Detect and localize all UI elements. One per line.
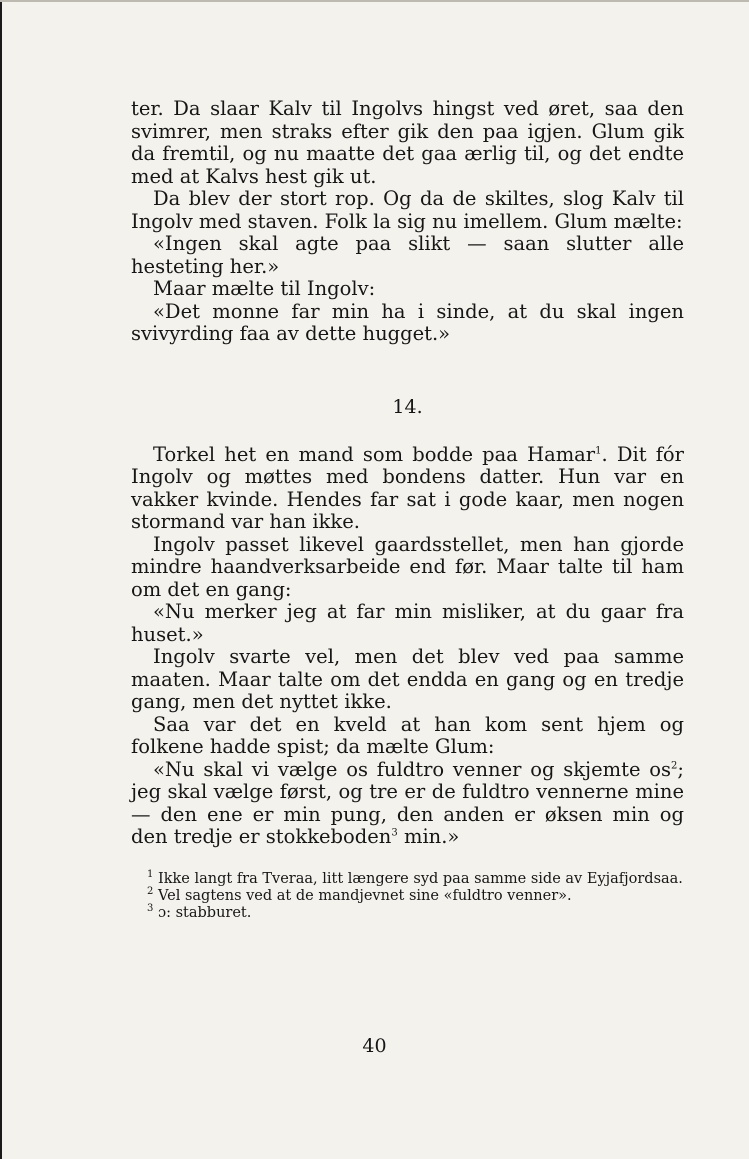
page-edge-top: [0, 0, 749, 2]
footnote-ref: 2: [671, 760, 678, 771]
text: min.»: [397, 825, 460, 848]
paragraph: Ingolv passet likevel gaardsstellet, men han gjorde mindre haandverksarbeide end før. Maar talte til ham om det en gang:: [131, 532, 684, 601]
paragraph: «Ingen skal agte paa slikt — saan slutter alle hesteting her.»: [131, 232, 684, 278]
footnote-text: Ikke langt fra Tveraa, litt længere syd paa samme side av Eyjafjordsaa.: [153, 870, 683, 887]
page-content: [131, 98, 684, 922]
footnote-ref: 3: [391, 827, 398, 839]
text: «Nu skal vi vælge os fuldtro venner og skjemte os: [153, 757, 672, 781]
text: ; jeg skal vælge først, og tre er de fuldtro vennerne mine — den ene er min pung, den anden er øksen min og den tredje er stokkeboden: [131, 757, 684, 848]
paragraph: ter. Da slaar Kalv til Ingolvs hingst ved øret, saa den svimrer, men straks efter gik den paa igjen. Glum gik da fremtil, og nu maatte det gaa ærlig til, og det endte med at Kalvs hest gik ut.: [131, 97, 684, 188]
footnotes: [131, 868, 684, 922]
paragraph: Saa var det en kveld at han kom sent hjem og folkene hadde spist; da mælte Glum:: [131, 712, 684, 758]
paragraph: Da blev der stort rop. Og da de skiltes, slog Kalv til Ingolv med staven. Folk la sig nu imellem. Glum mælte:: [131, 187, 684, 233]
footnote-text: Vel sagtens ved at de mandjevnet sine «fuldtro venner».: [153, 887, 572, 904]
footnote-ref: 1: [595, 445, 602, 456]
page-number: 40: [362, 1035, 387, 1057]
text: . Dit fór Ingolv og møttes med bondens datter. Hun var en vakker kvinde. Hendes far sat i gode kaar, men nogen stormand var han ikke.: [131, 442, 684, 533]
paragraph: [131, 444, 684, 534]
paragraph: [131, 759, 684, 849]
footnote-mark: 3: [147, 902, 154, 914]
footnote: [131, 902, 684, 922]
text: Torkel het en mand som bodde paa Hamar: [153, 442, 596, 466]
footnote-mark: 1: [147, 868, 154, 880]
chapter-heading: 14.: [392, 395, 423, 418]
paragraph: Maar mælte til Ingolv:: [153, 277, 376, 300]
page-edge-left: [0, 0, 2, 1159]
footnote-text: ɔ: stabburet.: [153, 904, 252, 921]
footnote: [131, 885, 684, 905]
footnote-mark: 2: [147, 885, 154, 897]
paragraph: Ingolv svarte vel, men det blev ved paa samme maaten. Maar talte om det endda en gang og en tredje gang, men det nyttet ikke.: [131, 645, 684, 713]
footnote: [131, 868, 684, 888]
paragraph: «Nu merker jeg at far min misliker, at du gaar fra huset.»: [131, 600, 684, 646]
paragraph: «Det monne far min ha i sinde, at du skal ingen svivyrding faa av dette hugget.»: [131, 299, 684, 345]
